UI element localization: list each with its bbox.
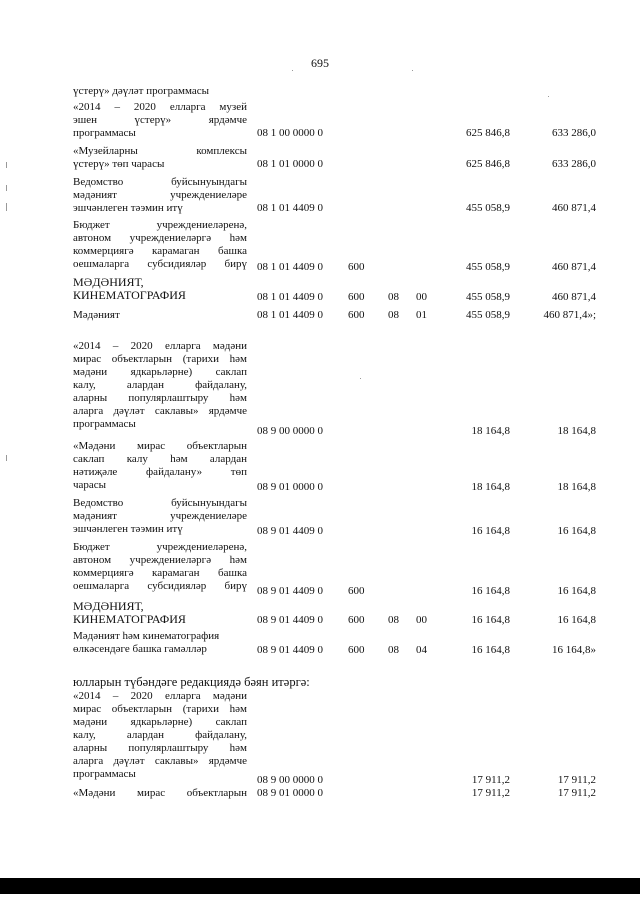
amount-year-1: 18 164,8: [471, 425, 510, 437]
amount-year-1: 18 164,8: [471, 481, 510, 493]
expense-type: 600: [348, 261, 365, 273]
row-description: МӘДӘНИЯТ, КИНЕМАТОГРАФИЯ: [73, 275, 186, 302]
row-description: «2014 – 2020 елларга мәдәни мирас объектларын (тарихи һәм мәдәни ядкарьләрне) саклап калу, алардан файдалану, аларны популярлаштыру һәм аларга дәүләт саклавы» ярдәмче программасы: [73, 340, 247, 430]
row-description: «2014 – 2020 елларга мәдәни мирас объектларын (тарихи һәм мәдәни ядкарьләрне) саклап калу, алардан файдалану, аларны популярлаштыру һәм аларга дәүләт саклавы» ярдәмче программасы: [73, 690, 247, 780]
target-code: 08 9 01 4409 0: [257, 525, 323, 537]
target-code: 08 9 01 0000 0: [257, 787, 323, 799]
row-description: Мәдәният һәм кинематография өлкәсендәге башка гамәлләр: [73, 630, 220, 655]
amount-year-1: 16 164,8: [471, 525, 510, 537]
section-code: 08: [388, 291, 399, 303]
target-code: 08 1 01 4409 0: [257, 261, 323, 273]
target-code: 08 1 01 4409 0: [257, 309, 323, 321]
subsection-code: 00: [416, 614, 427, 626]
amount-year-2: 633 286,0: [552, 158, 596, 170]
amount-year-1: 17 911,2: [471, 787, 510, 799]
expense-type: 600: [348, 309, 365, 321]
amount-year-2: 16 164,8: [557, 585, 596, 597]
amount-year-2: 16 164,8: [557, 614, 596, 626]
amount-year-1: 455 058,9: [466, 202, 510, 214]
amount-year-1: 17 911,2: [471, 774, 510, 786]
section-code: 08: [388, 614, 399, 626]
subsection-code: 04: [416, 644, 427, 656]
row-description: Ведомство буйсынуындагы мәдәният учреждениеләре эшчәнлеген тәэмин итү: [73, 497, 247, 535]
amount-year-1: 455 058,9: [466, 261, 510, 273]
scan-speck: [412, 70, 413, 71]
amount-year-2: 17 911,2: [557, 774, 596, 786]
target-code: 08 1 00 0000 0: [257, 127, 323, 139]
amount-year-1: 625 846,8: [466, 158, 510, 170]
expense-type: 600: [348, 644, 365, 656]
amount-year-2: 16 164,8: [557, 525, 596, 537]
expense-type: 600: [348, 614, 365, 626]
amount-year-2: 460 871,4»;: [543, 309, 596, 321]
amount-year-2: 18 164,8: [557, 481, 596, 493]
target-code: 08 1 01 4409 0: [257, 291, 323, 303]
scan-speck: [6, 203, 7, 211]
amount-year-1: 625 846,8: [466, 127, 510, 139]
scan-border: [0, 878, 640, 894]
row-description: Бюджет учреждениеләренә, автоном учреждениеләргә һәм коммерциягә карамаган башка оешмаларга субсидияләр бирү: [73, 219, 247, 270]
row-description: Мәдәният: [73, 309, 120, 321]
amount-year-2: 633 286,0: [552, 127, 596, 139]
subsection-code: 01: [416, 309, 427, 321]
target-code: 08 9 01 4409 0: [257, 644, 323, 656]
row-description: МӘДӘНИЯТ, КИНЕМАТОГРАФИЯ: [73, 599, 186, 626]
page-number: 695: [311, 56, 329, 70]
amount-year-2: 460 871,4: [552, 202, 596, 214]
section-code: 08: [388, 309, 399, 321]
expense-type: 600: [348, 585, 365, 597]
target-code: 08 9 01 0000 0: [257, 481, 323, 493]
scan-speck: [548, 96, 549, 97]
scan-speck: [6, 185, 7, 191]
target-code: 08 1 01 0000 0: [257, 158, 323, 170]
amount-year-1: 16 164,8: [471, 614, 510, 626]
amount-year-2: 18 164,8: [557, 425, 596, 437]
target-code: 08 9 01 4409 0: [257, 585, 323, 597]
row-description: «Мәдәни мирас объектларын: [73, 787, 247, 799]
row-description: үстерү» дәүләт программасы: [73, 85, 210, 97]
amount-year-2: 17 911,2: [557, 787, 596, 799]
row-description: «Мәдәни мирас объектларын саклап калу һәм алардан нәтиҗәле файдалану» төп чарасы: [73, 440, 247, 491]
subsection-code: 00: [416, 291, 427, 303]
row-description: Бюджет учреждениеләренә, автоном учреждениеләргә һәм коммерциягә карамаган башка оешмаларга субсидияләр бирү: [73, 541, 247, 592]
row-description: «2014 – 2020 елларга музей эшен үстерү» ярдәмче программасы: [73, 101, 247, 139]
scan-speck: [6, 162, 7, 168]
amount-year-2: 460 871,4: [552, 261, 596, 273]
scan-speck: [292, 70, 293, 71]
amount-year-1: 16 164,8: [471, 644, 510, 656]
row-description: «Музейларны комплексы үстерү» төп чарасы: [73, 145, 247, 170]
amount-year-1: 455 058,9: [466, 291, 510, 303]
amount-year-2: 16 164,8»: [552, 644, 596, 656]
scan-speck: [360, 378, 361, 379]
target-code: 08 9 01 4409 0: [257, 614, 323, 626]
intro-text: юлларын түбәндәге редакциядә бәян итәргә:: [73, 675, 310, 689]
amount-year-1: 455 058,9: [466, 309, 510, 321]
amount-year-2: 460 871,4: [552, 291, 596, 303]
expense-type: 600: [348, 291, 365, 303]
amount-year-1: 16 164,8: [471, 585, 510, 597]
row-description: Ведомство буйсынуындагы мәдәният учреждениеләре эшчәнлеген тәэмин итү: [73, 176, 247, 214]
target-code: 08 9 00 0000 0: [257, 425, 323, 437]
scan-speck: [6, 455, 7, 461]
target-code: 08 1 01 4409 0: [257, 202, 323, 214]
section-code: 08: [388, 644, 399, 656]
target-code: 08 9 00 0000 0: [257, 774, 323, 786]
